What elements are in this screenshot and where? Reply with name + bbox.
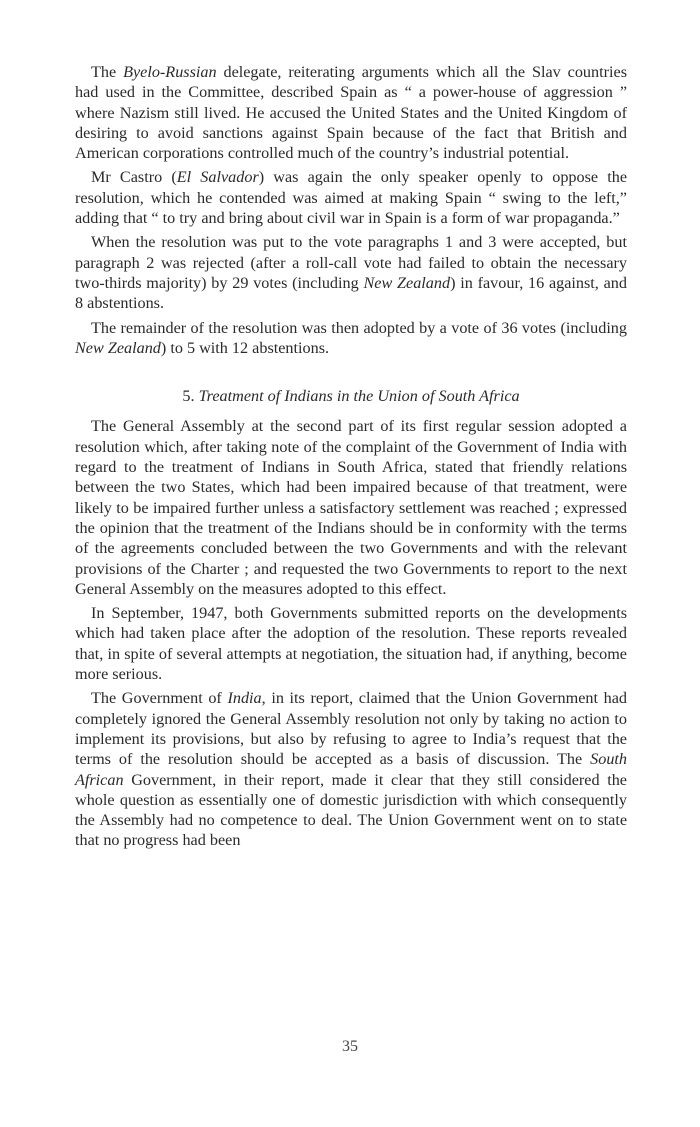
document-page — [75, 62, 627, 851]
paragraph — [75, 62, 627, 163]
italic-text-run: India — [227, 689, 262, 708]
body-text-after-heading — [75, 416, 627, 850]
italic-text-run: South African — [75, 750, 627, 789]
text-run: The Government of — [91, 689, 228, 708]
text-run: ) to 5 with 12 abstentions. — [160, 338, 330, 357]
page-number: 35 — [342, 1038, 358, 1055]
italic-text-run: New Zealand — [75, 338, 161, 357]
italic-text-run: New Zealand — [363, 273, 451, 292]
text-run: In September, 1947, both Governments submitted reports on the developments which had taken place after the adoption of the resolution. These reports revealed that, in spite of several attempts at negotiation, the situation had, if anything, become more serious. — [75, 604, 627, 684]
paragraph — [75, 688, 627, 850]
text-run: Mr Castro ( — [91, 168, 177, 187]
section-heading — [75, 386, 627, 406]
section-title: Treatment of Indians in the Union of South Africa — [198, 387, 520, 406]
body-text-before-heading — [75, 62, 627, 358]
italic-text-run: Byelo-Russian — [123, 63, 217, 81]
text-run: The General Assembly at the second part of its first regular session adopted a resolution which, after taking note of the complaint of the Government of India with regard to the treatment of Indians in South Africa, stated that friendly relations between the two States, which had been impaired because of that treatment, were likely to be impaired further unless a satisfactory settlement was reached ; expressed the opinion that the treatment of the Indians should be in conformity with the terms of the agreements concluded between the two Governments and with the relevant provisions of the Charter ; and requested the two Governments to report to the next General Assembly on the measures adopted to this effect. — [75, 417, 627, 598]
section-number: 5. — [182, 387, 195, 406]
text-run: delegate, reiterating arguments which all the Slav countries had used in the Committee, described Spain as “ a power-house of aggression ” where Nazism still lived. He accused the United States and the United Kingdom of desiring to avoid sanctions against Spain because of the fact that British and American corporations controlled much of the country’s industrial potential. — [75, 63, 627, 163]
paragraph — [75, 318, 627, 359]
text-run: ) in favour, 16 against, and 8 abstentions. — [75, 273, 627, 313]
text-run: , in its report, claimed that the Union Government had completely ignored the General Assembly resolution not only by taking no action to implement its provisions, but also by refusing to agree to India’s request that the terms of the resolution should be accepted as a basis of discussion. The — [75, 689, 627, 769]
paragraph — [75, 603, 627, 684]
text-run: The — [91, 63, 124, 81]
text-run: When the resolution was put to the vote paragraphs 1 and 3 were accepted, but paragraph 2 was rejected (after a roll-call vote had failed to obtain the necessary two-thirds majority) by 29 votes (including — [75, 233, 627, 292]
text-run: The remainder of the resolution was then adopted by a vote of 36 votes (including — [91, 318, 627, 337]
text-run: Government, in their report, made it clear that they still considered the whole question as essentially one of domestic jurisdiction with which consequently the Assembly had no competence to deal. The Union Government went on to state that no progress had been — [75, 770, 627, 850]
paragraph — [75, 416, 627, 599]
paragraph — [75, 167, 627, 228]
paragraph — [75, 232, 627, 313]
text-run: ) was again the only speaker openly to oppose the resolution, which he contended was aimed at making Spain “ swing to the left,” adding that “ to try and bring about civil war in Spain is a form of war propaganda.” — [75, 168, 628, 228]
italic-text-run: El Salvador — [176, 168, 259, 187]
